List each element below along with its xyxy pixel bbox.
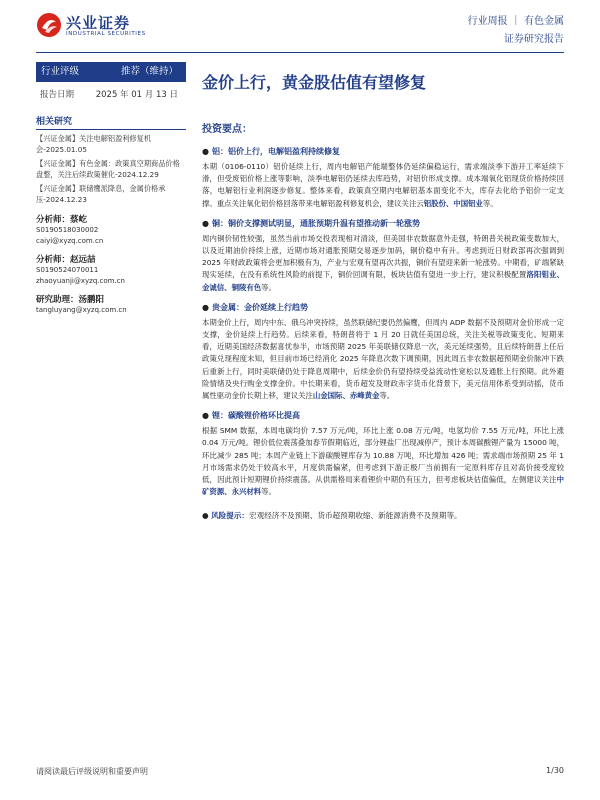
section-tail: 等。 [261, 487, 276, 497]
report-header [0, 0, 600, 64]
assistant-name: 研究助理：汤鹏阳 [36, 295, 105, 305]
related-item[interactable]: 【兴证金属】有色金属：政策真空期商品价格盘整，关注后续政策催化-2024.12.29 [36, 159, 180, 179]
section-lithium [202, 410, 564, 498]
related-item[interactable]: 【兴证金属】联储鹰派降息，金属价格承压-2024.12.23 [36, 184, 166, 204]
date-label: 报告日期 [40, 90, 75, 100]
sections [202, 138, 564, 522]
section-body: 本期金价上行，周内中东、俄乌冲突持续，虽然联储纪要仍然偏鹰，但周内 ADP 数据不及预期对金价形成一定支撑，金价延续上行趋势。后续来看，特朗普将于 1 月 20 日就任美国总统，关注关税等政策变化。短期来看，近期美国经济数据喜忧参半，市场预期 2025 年美联储仅降息一次，美元延续强势，且后续特朗普上任后政策兑现程度未知，但目前市场已经消化 2025 年降息次数下调预期，因此周五非农数据超预期金价脉冲下跌后重新上行，同时美联储仍处于降息周期中，后续金价仍有望持续受益流动性宽松以及通胀上行预期。此外避险情绪及央行购金支撑金价。中长期来看，货币超发及财政赤字货币化背景下，美元信用体系受到动摇，货币属性驱动金价长期上移，建议关注 [202, 317, 564, 401]
sidebar [36, 62, 186, 316]
disclaimer-note: 请阅读最后评级说明和重要声明 [36, 767, 148, 776]
highlight-stocks: 铝股份、中国铝业 [423, 198, 483, 208]
section-tail: 等。 [261, 282, 276, 292]
bullet-icon: ● [202, 511, 209, 521]
bullet-icon: ● [202, 411, 209, 421]
investment-highlights-title: 投资要点： [202, 124, 252, 135]
analyst-block [36, 213, 186, 316]
related-research-title: 相关研究 [36, 114, 186, 130]
section-heading: 锂：碳酸锂价格环比提高 [212, 411, 300, 421]
date-value: 2025 年 01 月 13 日 [95, 90, 178, 100]
related-research-list [36, 134, 186, 205]
related-item[interactable]: 【兴证金属】关注电解铝盈利修复机会-2025.01.05 [36, 134, 152, 154]
logo-text-en: INDUSTRIAL SECURITIES [66, 31, 146, 37]
analyst-name: 分析师：蔡屹 [36, 215, 88, 225]
rating-value: 推荐（维持） [120, 66, 178, 77]
risk-text: 宏观经济不及预期、货币超预期收缩、新能源消费不及预期等。 [249, 511, 462, 521]
rating-bar [36, 62, 186, 82]
section-body: 根据 SMM 数据，本周电碳均价 7.57 万元/吨，环比上涨 0.08 万元/吨，电氢均价 7.55 万元/吨，环比上涨 0.04 万元/吨。锂价低位震荡叠加春节假期临近，部分锂盐厂出现减停产，预计本周碳酸锂产量为 15000 吨，环比减少 285 吨；本周产业链上下游碳酸锂库存为 10.88 万吨，环比增加 426 吨；需求端市场预期 25 年 1 月市场需求仍处于较高水平，月度供需偏紧，但考虑到下游正极厂当前拥有一定原料库存且对高价接受度较低，因此预计短期锂价持续震荡。从供需格局来看锂价中期仍有压力，但考虑板块估值偏低，左侧建议关注 [202, 426, 564, 485]
section-heading: 贵金属：金价延续上行趋势 [212, 302, 308, 312]
highlight-stocks: 山金国际、赤峰黄金 [312, 391, 380, 401]
section-precious-metals [202, 302, 564, 402]
analyst-email[interactable]: caiyi@xyzq.com.cn [36, 237, 104, 245]
analyst-cert: S0190524070011 [36, 266, 99, 274]
report-dept: 证券研究报告 [504, 34, 564, 45]
report-date-row [36, 88, 186, 102]
analyst-name: 分析师：赵远喆 [36, 255, 96, 265]
bullet-icon: ● [202, 218, 209, 228]
company-logo [36, 12, 176, 44]
assistant-email[interactable]: tangluyang@xyzq.com.cn [36, 306, 127, 314]
section-body: 本期（0106-0110）铝价延续上行，周内电解铝产能端整体仍延续偏稳运行，需求端淡季下游开工率延续下滑，但受废铝价格上涨等影响，淡季电解铝仍延续去库趋势，对铝价形成支撑。成本端氧化铝现货价格持续回落，电解铝行业利润逐步修复。整体来看，政策真空期内电解铝基本面变化不大，库存去化给予铝价一定支撑。重点关注氧化铝价格回落带来电解铝盈利修复机会，建议关注云 [202, 162, 564, 208]
analyst-email[interactable]: zhaoyuanji@xyzq.com.cn [36, 277, 125, 285]
rating-label: 行业评级 [41, 66, 80, 77]
bullet-icon: ● [202, 147, 209, 156]
section-tail: 等。 [482, 198, 498, 208]
section-heading: 铝：铝价上行，电解铝盈利持续修复 [212, 147, 340, 156]
page-footer [36, 766, 564, 780]
highlight-stocks: 洛阳钼业、金诚信、铜陵有色 [202, 270, 564, 292]
report-type: 行业周报 ｜ 有色金属 [467, 16, 564, 27]
logo-mark-icon [36, 12, 62, 38]
section-body: 周内铜价韧性较强，虽然当前市场交投表现相对清淡，但美国非农数据意外走强，特朗普关税政策变数加大，以及近期油价持续上涨，近期市场对通胀预期交易逐步加码，铜价稳中有升。考虑到近日财政部再次强调到 2025 年财政政策将会更加积极有为，产业与宏观有望再次共振，铜价有望迎来新一轮涨势。中期看，矿端紧缺现实延续，在没有系统性风险的前提下，铜价回调有限，板块估值有望进一步上行，建议积极配置 [202, 233, 564, 280]
analyst-cert: S0190518030002 [36, 226, 99, 234]
section-heading: 铜：铜价支撑测试明显，通胀预期升温有望推动新一轮涨势 [212, 218, 420, 228]
page-number: 1/30 [546, 766, 564, 775]
logo-text-cn: 兴业证券 [66, 14, 131, 32]
page-title: 金价上行，黄金股估值有望修复 [202, 73, 427, 92]
header-divider [36, 52, 564, 53]
highlight-stocks: 中矿资源、永兴材料 [202, 475, 564, 497]
bullet-icon: ● [202, 302, 209, 312]
risk-warning [202, 510, 564, 522]
risk-label: 风险提示： [211, 511, 250, 521]
section-copper [202, 218, 564, 294]
section-aluminum [202, 146, 564, 210]
section-tail: 等。 [379, 391, 395, 401]
